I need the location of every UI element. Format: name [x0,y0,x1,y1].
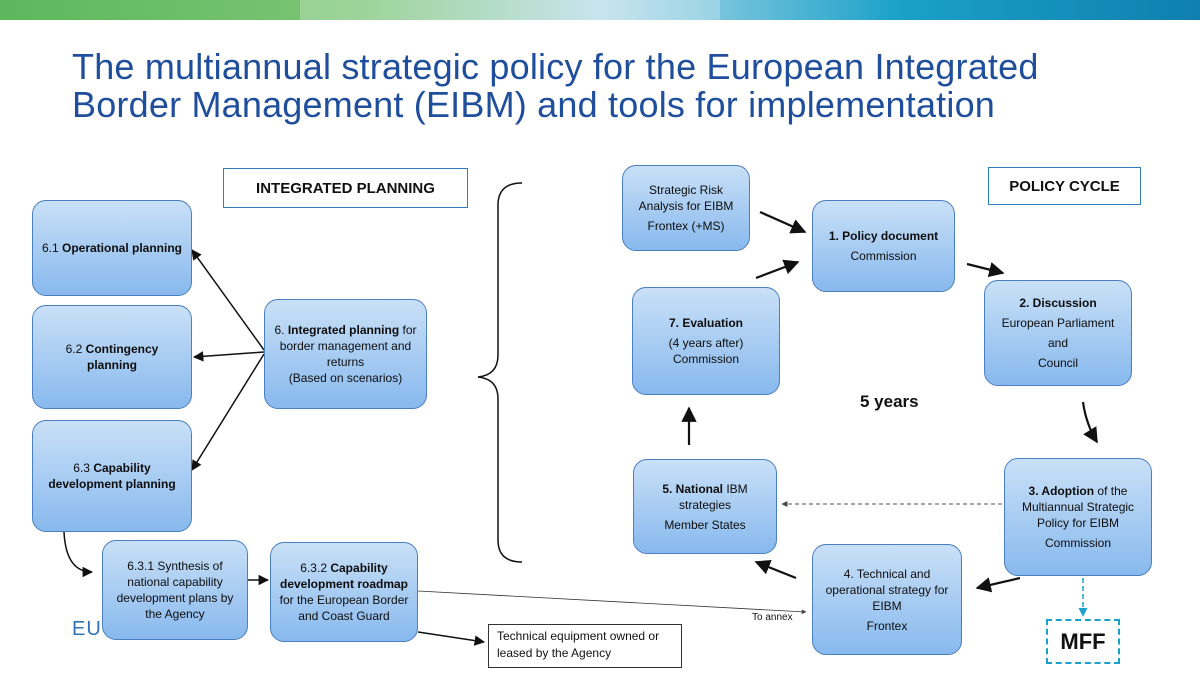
arrow-6-to-6-3 [192,354,264,470]
eu-logo-fragment [72,618,102,641]
node-6-1-text: 6.1 Operational planning [41,241,183,255]
node-5-national-ibm-strategies [633,459,777,554]
node-3-adoption [1004,458,1152,576]
arrow-p4-to-p5 [756,562,796,578]
node-6-3-text: 6.3 Capability development planning [48,461,176,491]
five-years-text: 5 years [860,392,919,411]
node-6-3-1-text: 6.3.1 Synthesis of national capability development plans by the Agency [116,559,234,621]
risk-line-2: Frontex (+MS) [647,219,725,233]
arrow-p1-to-p2 [967,264,1003,273]
node-6-2-text: 6.2 Contingency planning [65,342,159,372]
arrow-p3-to-p4 [977,578,1020,588]
arrow-risk-to-p1 [760,212,805,232]
policy-cycle-header-label: POLICY CYCLE [1009,177,1120,195]
p5-sub: Member States [664,517,746,532]
p2-sub-3: Council [1037,356,1079,370]
node-1-policy-document [812,200,955,292]
technical-equipment-text: Technical equipment owned or leased by the Agency [497,629,660,660]
arrow-6-to-6-2 [194,352,264,357]
mff-label: MFF [1060,628,1106,654]
title-line-1: The multiannual strategic policy for the European Integrated [72,46,1039,87]
node-6-text: 6. Integrated planning for border management and returns [274,323,417,369]
node-2-discussion [984,280,1132,386]
curly-brace [478,183,522,562]
five-years-label [860,392,919,412]
to-annex-text: To annex [752,612,793,623]
node-6-3-2-text: 6.3.2 Capability development roadmap for the European Border and Coast Guard [279,561,409,623]
integrated-planning-header-label: INTEGRATED PLANNING [256,179,435,197]
node-6-3-2-capability-roadmap [270,542,418,642]
p4-line: 4. Technical and operational strategy for EIBM [825,566,949,613]
mff-box [1046,619,1120,664]
arrow-6-3-2-to-tech [418,632,484,642]
p1-sub: Commission [850,249,917,263]
p1-title: 1. Policy document [828,229,939,243]
node-6-note: (Based on scenarios) [288,371,403,385]
line-6-3-2-to-annex [418,591,806,612]
node-strategic-risk-analysis [622,165,750,251]
p3-sub: Commission [1044,536,1111,550]
p7-title: 7. Evaluation [668,316,744,330]
p2-sub-1: European Parliament [1001,316,1115,330]
arrow-6-to-6-1 [192,250,264,350]
to-annex-label [752,612,793,623]
p7-sub: Commission [672,352,739,366]
node-6-1-operational-planning [32,200,192,296]
p4-sub: Frontex [866,618,908,633]
node-6-3-capability-development-planning [32,420,192,532]
arrow-p2-to-p3 [1083,402,1097,442]
p7-line-2: (4 years after) [668,336,744,350]
p2-sub-2: and [1047,336,1069,350]
node-4-technical-operational-strategy [812,544,962,655]
risk-line-1: Strategic Risk Analysis for EIBM [638,183,734,213]
arrow-6-3-to-6-3-1 [64,532,92,572]
p2-title: 2. Discussion [1019,296,1097,310]
integrated-planning-header [223,168,468,208]
p3-title: 3. Adoption of the Multiannual Strategic Policy for EIBM [1021,484,1135,530]
node-6-2-contingency-planning [32,305,192,409]
arrow-p7-to-p1 [756,262,798,278]
technical-equipment-box [488,624,682,668]
p5-title: 5. National IBM strategies [662,481,748,512]
node-6-integrated-planning [264,299,427,409]
node-7-evaluation [632,287,780,395]
policy-cycle-header [988,167,1141,205]
title-line-2: Border Management (EIBM) and tools for implementation [72,84,996,125]
node-6-3-1-synthesis [102,540,248,640]
eu-logo-text: EU [72,618,102,640]
